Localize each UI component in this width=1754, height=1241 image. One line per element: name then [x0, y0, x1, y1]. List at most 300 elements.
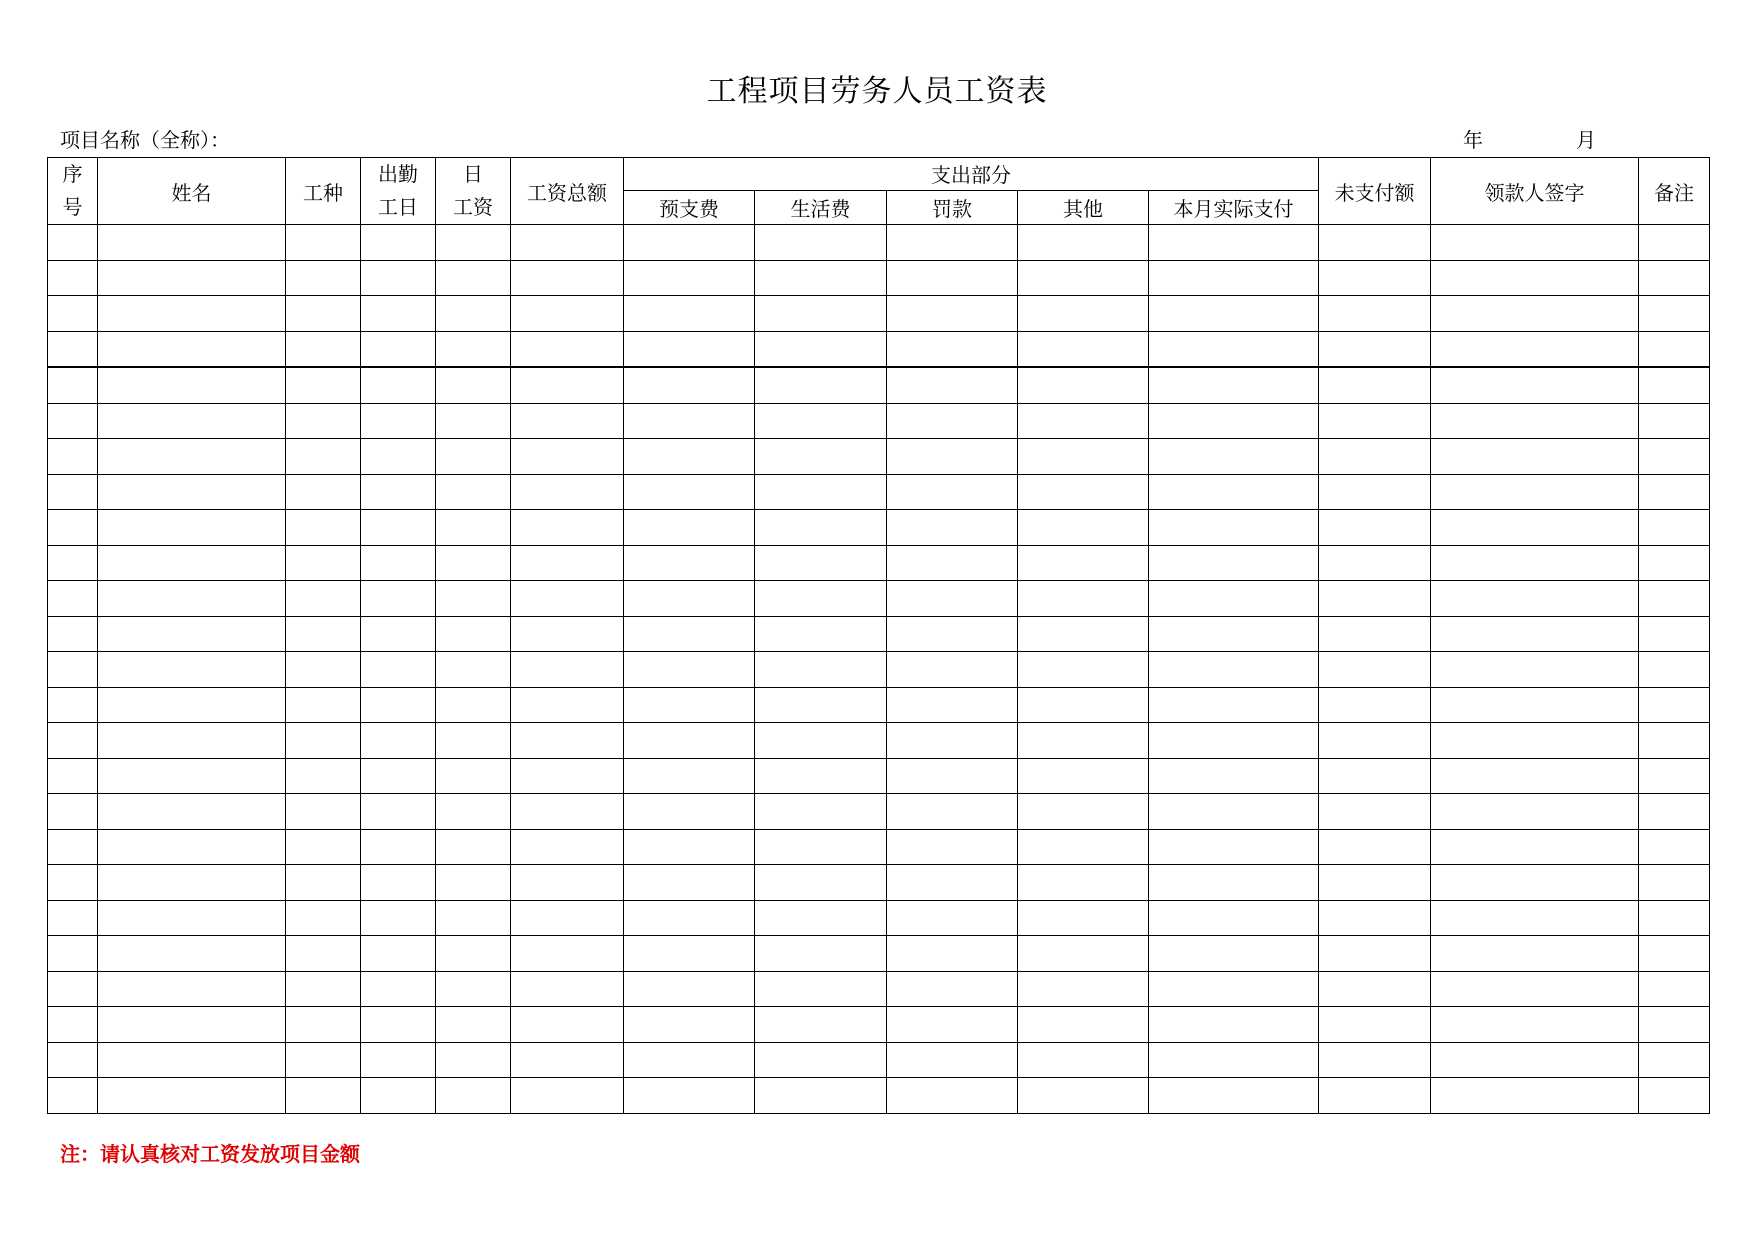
- cell-advance[interactable]: [624, 616, 755, 652]
- cell-daily-wage[interactable]: [436, 510, 511, 546]
- cell-name[interactable]: [98, 439, 286, 475]
- cell-living[interactable]: [755, 367, 887, 403]
- cell-remarks[interactable]: [1639, 439, 1710, 475]
- cell-actual-paid[interactable]: [1149, 331, 1319, 367]
- cell-other[interactable]: [1018, 687, 1149, 723]
- cell-remarks[interactable]: [1639, 1007, 1710, 1043]
- cell-attendance-days[interactable]: [361, 225, 436, 261]
- cell-penalty[interactable]: [887, 367, 1018, 403]
- cell-advance[interactable]: [624, 829, 755, 865]
- cell-total-wage[interactable]: [511, 971, 624, 1007]
- cell-advance[interactable]: [624, 1042, 755, 1078]
- cell-advance[interactable]: [624, 510, 755, 546]
- cell-unpaid[interactable]: [1319, 652, 1431, 688]
- cell-name[interactable]: [98, 225, 286, 261]
- cell-living[interactable]: [755, 687, 887, 723]
- cell-advance[interactable]: [624, 225, 755, 261]
- cell-daily-wage[interactable]: [436, 260, 511, 296]
- cell-daily-wage[interactable]: [436, 545, 511, 581]
- cell-penalty[interactable]: [887, 1007, 1018, 1043]
- cell-seq[interactable]: [48, 581, 98, 617]
- cell-remarks[interactable]: [1639, 545, 1710, 581]
- cell-signature[interactable]: [1431, 652, 1639, 688]
- cell-total-wage[interactable]: [511, 403, 624, 439]
- cell-actual-paid[interactable]: [1149, 403, 1319, 439]
- cell-name[interactable]: [98, 1078, 286, 1114]
- cell-signature[interactable]: [1431, 936, 1639, 972]
- cell-other[interactable]: [1018, 758, 1149, 794]
- cell-seq[interactable]: [48, 545, 98, 581]
- cell-total-wage[interactable]: [511, 652, 624, 688]
- cell-daily-wage[interactable]: [436, 296, 511, 332]
- cell-living[interactable]: [755, 652, 887, 688]
- cell-living[interactable]: [755, 1078, 887, 1114]
- cell-daily-wage[interactable]: [436, 865, 511, 901]
- cell-attendance-days[interactable]: [361, 723, 436, 759]
- cell-penalty[interactable]: [887, 723, 1018, 759]
- cell-name[interactable]: [98, 1007, 286, 1043]
- cell-daily-wage[interactable]: [436, 758, 511, 794]
- cell-penalty[interactable]: [887, 545, 1018, 581]
- cell-attendance-days[interactable]: [361, 1078, 436, 1114]
- cell-advance[interactable]: [624, 971, 755, 1007]
- cell-seq[interactable]: [48, 829, 98, 865]
- cell-attendance-days[interactable]: [361, 260, 436, 296]
- cell-signature[interactable]: [1431, 331, 1639, 367]
- cell-attendance-days[interactable]: [361, 439, 436, 475]
- cell-advance[interactable]: [624, 652, 755, 688]
- cell-other[interactable]: [1018, 1007, 1149, 1043]
- cell-advance[interactable]: [624, 260, 755, 296]
- cell-daily-wage[interactable]: [436, 1007, 511, 1043]
- cell-attendance-days[interactable]: [361, 403, 436, 439]
- cell-total-wage[interactable]: [511, 723, 624, 759]
- cell-remarks[interactable]: [1639, 971, 1710, 1007]
- cell-living[interactable]: [755, 581, 887, 617]
- cell-job-type[interactable]: [286, 331, 361, 367]
- cell-total-wage[interactable]: [511, 545, 624, 581]
- cell-seq[interactable]: [48, 900, 98, 936]
- cell-unpaid[interactable]: [1319, 331, 1431, 367]
- cell-penalty[interactable]: [887, 581, 1018, 617]
- cell-job-type[interactable]: [286, 936, 361, 972]
- cell-signature[interactable]: [1431, 510, 1639, 546]
- cell-total-wage[interactable]: [511, 1007, 624, 1043]
- cell-daily-wage[interactable]: [436, 687, 511, 723]
- cell-unpaid[interactable]: [1319, 758, 1431, 794]
- cell-daily-wage[interactable]: [436, 1078, 511, 1114]
- cell-advance[interactable]: [624, 1078, 755, 1114]
- cell-advance[interactable]: [624, 545, 755, 581]
- cell-total-wage[interactable]: [511, 616, 624, 652]
- cell-unpaid[interactable]: [1319, 1007, 1431, 1043]
- cell-other[interactable]: [1018, 474, 1149, 510]
- cell-daily-wage[interactable]: [436, 1042, 511, 1078]
- cell-attendance-days[interactable]: [361, 1007, 436, 1043]
- cell-living[interactable]: [755, 829, 887, 865]
- cell-signature[interactable]: [1431, 225, 1639, 261]
- cell-job-type[interactable]: [286, 403, 361, 439]
- cell-advance[interactable]: [624, 936, 755, 972]
- cell-seq[interactable]: [48, 260, 98, 296]
- cell-job-type[interactable]: [286, 474, 361, 510]
- cell-unpaid[interactable]: [1319, 510, 1431, 546]
- cell-penalty[interactable]: [887, 900, 1018, 936]
- cell-remarks[interactable]: [1639, 723, 1710, 759]
- cell-remarks[interactable]: [1639, 581, 1710, 617]
- cell-attendance-days[interactable]: [361, 296, 436, 332]
- cell-living[interactable]: [755, 616, 887, 652]
- cell-job-type[interactable]: [286, 1007, 361, 1043]
- cell-attendance-days[interactable]: [361, 474, 436, 510]
- cell-daily-wage[interactable]: [436, 403, 511, 439]
- cell-signature[interactable]: [1431, 971, 1639, 1007]
- cell-unpaid[interactable]: [1319, 260, 1431, 296]
- cell-signature[interactable]: [1431, 794, 1639, 830]
- cell-signature[interactable]: [1431, 723, 1639, 759]
- cell-seq[interactable]: [48, 616, 98, 652]
- cell-name[interactable]: [98, 474, 286, 510]
- cell-attendance-days[interactable]: [361, 829, 436, 865]
- cell-advance[interactable]: [624, 687, 755, 723]
- cell-unpaid[interactable]: [1319, 829, 1431, 865]
- cell-name[interactable]: [98, 581, 286, 617]
- cell-total-wage[interactable]: [511, 225, 624, 261]
- cell-seq[interactable]: [48, 971, 98, 1007]
- cell-job-type[interactable]: [286, 758, 361, 794]
- cell-job-type[interactable]: [286, 1078, 361, 1114]
- cell-daily-wage[interactable]: [436, 439, 511, 475]
- cell-other[interactable]: [1018, 900, 1149, 936]
- cell-name[interactable]: [98, 794, 286, 830]
- cell-remarks[interactable]: [1639, 331, 1710, 367]
- cell-attendance-days[interactable]: [361, 865, 436, 901]
- cell-name[interactable]: [98, 331, 286, 367]
- cell-advance[interactable]: [624, 403, 755, 439]
- cell-living[interactable]: [755, 545, 887, 581]
- cell-unpaid[interactable]: [1319, 296, 1431, 332]
- cell-job-type[interactable]: [286, 581, 361, 617]
- cell-name[interactable]: [98, 865, 286, 901]
- cell-advance[interactable]: [624, 865, 755, 901]
- cell-remarks[interactable]: [1639, 794, 1710, 830]
- cell-signature[interactable]: [1431, 1042, 1639, 1078]
- cell-penalty[interactable]: [887, 971, 1018, 1007]
- cell-total-wage[interactable]: [511, 687, 624, 723]
- cell-living[interactable]: [755, 225, 887, 261]
- cell-living[interactable]: [755, 900, 887, 936]
- cell-remarks[interactable]: [1639, 260, 1710, 296]
- cell-name[interactable]: [98, 652, 286, 688]
- cell-job-type[interactable]: [286, 225, 361, 261]
- cell-signature[interactable]: [1431, 545, 1639, 581]
- cell-daily-wage[interactable]: [436, 581, 511, 617]
- cell-daily-wage[interactable]: [436, 225, 511, 261]
- cell-remarks[interactable]: [1639, 474, 1710, 510]
- cell-other[interactable]: [1018, 936, 1149, 972]
- cell-total-wage[interactable]: [511, 439, 624, 475]
- cell-other[interactable]: [1018, 331, 1149, 367]
- cell-seq[interactable]: [48, 687, 98, 723]
- cell-attendance-days[interactable]: [361, 367, 436, 403]
- cell-other[interactable]: [1018, 581, 1149, 617]
- cell-total-wage[interactable]: [511, 758, 624, 794]
- cell-other[interactable]: [1018, 225, 1149, 261]
- cell-unpaid[interactable]: [1319, 936, 1431, 972]
- cell-seq[interactable]: [48, 1042, 98, 1078]
- cell-living[interactable]: [755, 260, 887, 296]
- cell-attendance-days[interactable]: [361, 971, 436, 1007]
- cell-penalty[interactable]: [887, 794, 1018, 830]
- cell-attendance-days[interactable]: [361, 581, 436, 617]
- cell-attendance-days[interactable]: [361, 900, 436, 936]
- cell-name[interactable]: [98, 758, 286, 794]
- cell-remarks[interactable]: [1639, 296, 1710, 332]
- cell-daily-wage[interactable]: [436, 723, 511, 759]
- cell-advance[interactable]: [624, 723, 755, 759]
- cell-actual-paid[interactable]: [1149, 260, 1319, 296]
- cell-seq[interactable]: [48, 439, 98, 475]
- cell-daily-wage[interactable]: [436, 936, 511, 972]
- cell-advance[interactable]: [624, 474, 755, 510]
- cell-actual-paid[interactable]: [1149, 439, 1319, 475]
- cell-unpaid[interactable]: [1319, 687, 1431, 723]
- cell-attendance-days[interactable]: [361, 758, 436, 794]
- cell-actual-paid[interactable]: [1149, 723, 1319, 759]
- cell-attendance-days[interactable]: [361, 510, 436, 546]
- cell-remarks[interactable]: [1639, 900, 1710, 936]
- cell-signature[interactable]: [1431, 260, 1639, 296]
- cell-living[interactable]: [755, 510, 887, 546]
- cell-unpaid[interactable]: [1319, 439, 1431, 475]
- cell-living[interactable]: [755, 758, 887, 794]
- cell-seq[interactable]: [48, 758, 98, 794]
- cell-advance[interactable]: [624, 900, 755, 936]
- cell-job-type[interactable]: [286, 616, 361, 652]
- cell-signature[interactable]: [1431, 687, 1639, 723]
- cell-other[interactable]: [1018, 403, 1149, 439]
- cell-other[interactable]: [1018, 971, 1149, 1007]
- cell-actual-paid[interactable]: [1149, 1078, 1319, 1114]
- cell-name[interactable]: [98, 1042, 286, 1078]
- cell-actual-paid[interactable]: [1149, 367, 1319, 403]
- cell-actual-paid[interactable]: [1149, 510, 1319, 546]
- cell-other[interactable]: [1018, 829, 1149, 865]
- cell-total-wage[interactable]: [511, 331, 624, 367]
- cell-name[interactable]: [98, 510, 286, 546]
- cell-signature[interactable]: [1431, 403, 1639, 439]
- cell-daily-wage[interactable]: [436, 367, 511, 403]
- cell-seq[interactable]: [48, 225, 98, 261]
- cell-living[interactable]: [755, 439, 887, 475]
- cell-name[interactable]: [98, 687, 286, 723]
- cell-total-wage[interactable]: [511, 474, 624, 510]
- cell-attendance-days[interactable]: [361, 687, 436, 723]
- cell-name[interactable]: [98, 723, 286, 759]
- cell-penalty[interactable]: [887, 936, 1018, 972]
- cell-remarks[interactable]: [1639, 652, 1710, 688]
- cell-name[interactable]: [98, 971, 286, 1007]
- cell-total-wage[interactable]: [511, 260, 624, 296]
- cell-seq[interactable]: [48, 794, 98, 830]
- cell-signature[interactable]: [1431, 1078, 1639, 1114]
- cell-penalty[interactable]: [887, 829, 1018, 865]
- cell-unpaid[interactable]: [1319, 545, 1431, 581]
- cell-actual-paid[interactable]: [1149, 1042, 1319, 1078]
- cell-signature[interactable]: [1431, 865, 1639, 901]
- cell-total-wage[interactable]: [511, 865, 624, 901]
- cell-remarks[interactable]: [1639, 403, 1710, 439]
- cell-penalty[interactable]: [887, 474, 1018, 510]
- cell-living[interactable]: [755, 403, 887, 439]
- cell-other[interactable]: [1018, 794, 1149, 830]
- cell-job-type[interactable]: [286, 687, 361, 723]
- cell-signature[interactable]: [1431, 829, 1639, 865]
- cell-actual-paid[interactable]: [1149, 829, 1319, 865]
- cell-actual-paid[interactable]: [1149, 758, 1319, 794]
- cell-job-type[interactable]: [286, 439, 361, 475]
- cell-daily-wage[interactable]: [436, 474, 511, 510]
- cell-living[interactable]: [755, 936, 887, 972]
- cell-total-wage[interactable]: [511, 581, 624, 617]
- cell-living[interactable]: [755, 971, 887, 1007]
- cell-name[interactable]: [98, 900, 286, 936]
- cell-total-wage[interactable]: [511, 296, 624, 332]
- cell-seq[interactable]: [48, 474, 98, 510]
- cell-living[interactable]: [755, 331, 887, 367]
- cell-living[interactable]: [755, 296, 887, 332]
- cell-unpaid[interactable]: [1319, 900, 1431, 936]
- cell-penalty[interactable]: [887, 616, 1018, 652]
- cell-remarks[interactable]: [1639, 1042, 1710, 1078]
- cell-remarks[interactable]: [1639, 758, 1710, 794]
- cell-job-type[interactable]: [286, 1042, 361, 1078]
- cell-seq[interactable]: [48, 403, 98, 439]
- cell-attendance-days[interactable]: [361, 794, 436, 830]
- cell-advance[interactable]: [624, 758, 755, 794]
- cell-remarks[interactable]: [1639, 687, 1710, 723]
- cell-total-wage[interactable]: [511, 367, 624, 403]
- cell-job-type[interactable]: [286, 829, 361, 865]
- cell-living[interactable]: [755, 1007, 887, 1043]
- cell-attendance-days[interactable]: [361, 652, 436, 688]
- cell-name[interactable]: [98, 545, 286, 581]
- cell-attendance-days[interactable]: [361, 616, 436, 652]
- cell-other[interactable]: [1018, 260, 1149, 296]
- cell-unpaid[interactable]: [1319, 1042, 1431, 1078]
- cell-signature[interactable]: [1431, 474, 1639, 510]
- cell-unpaid[interactable]: [1319, 474, 1431, 510]
- cell-daily-wage[interactable]: [436, 652, 511, 688]
- cell-unpaid[interactable]: [1319, 225, 1431, 261]
- cell-other[interactable]: [1018, 367, 1149, 403]
- cell-penalty[interactable]: [887, 225, 1018, 261]
- cell-unpaid[interactable]: [1319, 581, 1431, 617]
- cell-penalty[interactable]: [887, 652, 1018, 688]
- cell-actual-paid[interactable]: [1149, 225, 1319, 261]
- cell-remarks[interactable]: [1639, 367, 1710, 403]
- cell-job-type[interactable]: [286, 900, 361, 936]
- cell-seq[interactable]: [48, 1007, 98, 1043]
- cell-penalty[interactable]: [887, 1042, 1018, 1078]
- cell-remarks[interactable]: [1639, 1078, 1710, 1114]
- cell-actual-paid[interactable]: [1149, 296, 1319, 332]
- cell-other[interactable]: [1018, 510, 1149, 546]
- cell-other[interactable]: [1018, 296, 1149, 332]
- cell-other[interactable]: [1018, 865, 1149, 901]
- cell-total-wage[interactable]: [511, 936, 624, 972]
- cell-seq[interactable]: [48, 865, 98, 901]
- cell-actual-paid[interactable]: [1149, 900, 1319, 936]
- cell-unpaid[interactable]: [1319, 794, 1431, 830]
- cell-name[interactable]: [98, 367, 286, 403]
- cell-total-wage[interactable]: [511, 794, 624, 830]
- cell-total-wage[interactable]: [511, 510, 624, 546]
- cell-signature[interactable]: [1431, 1007, 1639, 1043]
- cell-penalty[interactable]: [887, 510, 1018, 546]
- cell-other[interactable]: [1018, 545, 1149, 581]
- cell-advance[interactable]: [624, 331, 755, 367]
- cell-daily-wage[interactable]: [436, 794, 511, 830]
- cell-actual-paid[interactable]: [1149, 865, 1319, 901]
- cell-actual-paid[interactable]: [1149, 581, 1319, 617]
- cell-signature[interactable]: [1431, 367, 1639, 403]
- cell-actual-paid[interactable]: [1149, 1007, 1319, 1043]
- cell-penalty[interactable]: [887, 331, 1018, 367]
- cell-job-type[interactable]: [286, 367, 361, 403]
- cell-actual-paid[interactable]: [1149, 616, 1319, 652]
- cell-penalty[interactable]: [887, 403, 1018, 439]
- cell-unpaid[interactable]: [1319, 616, 1431, 652]
- cell-daily-wage[interactable]: [436, 331, 511, 367]
- cell-living[interactable]: [755, 723, 887, 759]
- cell-daily-wage[interactable]: [436, 900, 511, 936]
- cell-job-type[interactable]: [286, 723, 361, 759]
- cell-remarks[interactable]: [1639, 865, 1710, 901]
- cell-advance[interactable]: [624, 367, 755, 403]
- cell-signature[interactable]: [1431, 581, 1639, 617]
- cell-unpaid[interactable]: [1319, 367, 1431, 403]
- cell-living[interactable]: [755, 1042, 887, 1078]
- cell-seq[interactable]: [48, 936, 98, 972]
- cell-daily-wage[interactable]: [436, 971, 511, 1007]
- cell-other[interactable]: [1018, 616, 1149, 652]
- cell-seq[interactable]: [48, 1078, 98, 1114]
- cell-seq[interactable]: [48, 652, 98, 688]
- cell-penalty[interactable]: [887, 439, 1018, 475]
- cell-job-type[interactable]: [286, 794, 361, 830]
- cell-attendance-days[interactable]: [361, 1042, 436, 1078]
- cell-other[interactable]: [1018, 652, 1149, 688]
- cell-actual-paid[interactable]: [1149, 936, 1319, 972]
- cell-name[interactable]: [98, 829, 286, 865]
- cell-job-type[interactable]: [286, 865, 361, 901]
- cell-actual-paid[interactable]: [1149, 794, 1319, 830]
- cell-remarks[interactable]: [1639, 510, 1710, 546]
- cell-remarks[interactable]: [1639, 616, 1710, 652]
- cell-seq[interactable]: [48, 510, 98, 546]
- cell-actual-paid[interactable]: [1149, 687, 1319, 723]
- cell-signature[interactable]: [1431, 616, 1639, 652]
- cell-living[interactable]: [755, 865, 887, 901]
- cell-total-wage[interactable]: [511, 1078, 624, 1114]
- cell-penalty[interactable]: [887, 260, 1018, 296]
- cell-name[interactable]: [98, 260, 286, 296]
- cell-advance[interactable]: [624, 439, 755, 475]
- cell-attendance-days[interactable]: [361, 331, 436, 367]
- cell-job-type[interactable]: [286, 545, 361, 581]
- cell-penalty[interactable]: [887, 758, 1018, 794]
